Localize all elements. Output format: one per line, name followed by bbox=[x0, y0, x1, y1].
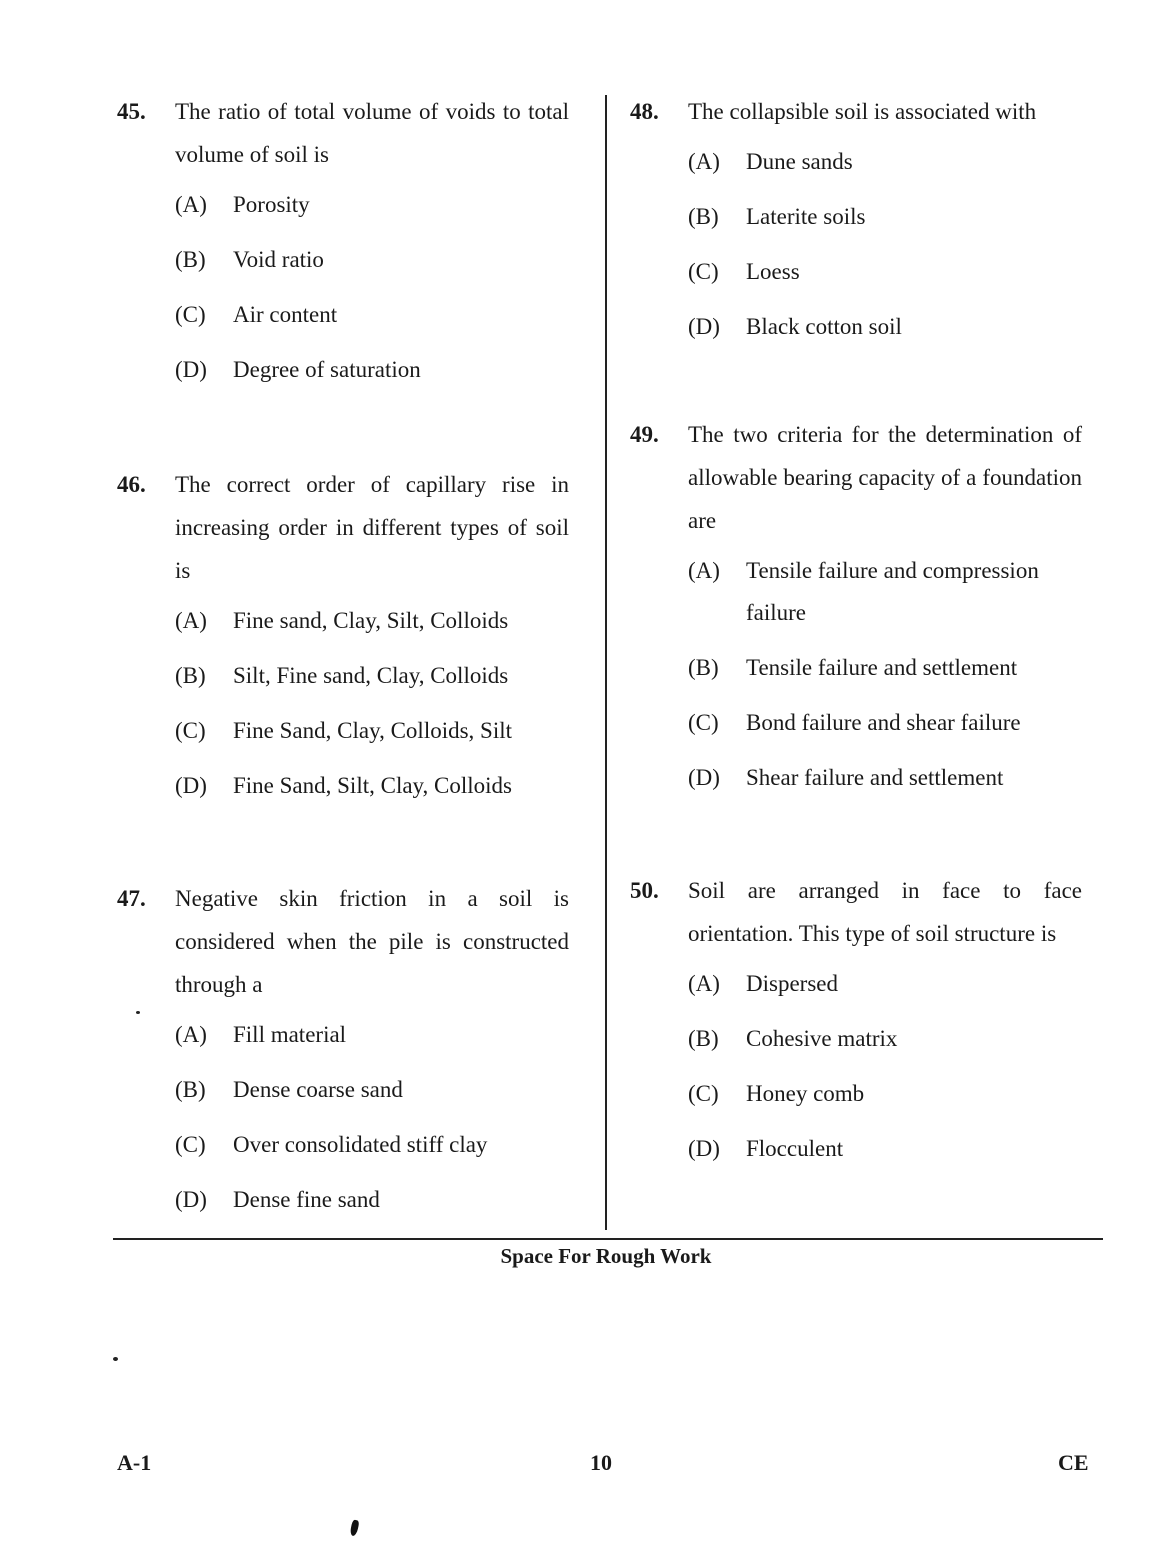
option-letter: (C) bbox=[688, 710, 719, 735]
option-text: Over consolidated stiff clay bbox=[233, 1132, 488, 1157]
option-text: Porosity bbox=[233, 192, 310, 217]
option-c bbox=[688, 251, 1082, 293]
question-number: 45. bbox=[117, 99, 146, 124]
footer-page-number: 10 bbox=[590, 1450, 612, 1475]
option-text: Loess bbox=[746, 259, 800, 284]
option-c bbox=[175, 1124, 569, 1166]
question-number: 48. bbox=[630, 99, 659, 124]
option-text: Cohesive matrix bbox=[746, 1026, 898, 1051]
option-letter: (A) bbox=[688, 971, 720, 996]
question-text: Negative skin friction in a soil is considered when the pile is constructed through a bbox=[175, 886, 569, 997]
question-text: The collapsible soil is associated with bbox=[688, 99, 1037, 124]
question-text: Soil are arranged in face to face orientation. This type of soil structure is bbox=[688, 878, 1082, 946]
option-letter: (A) bbox=[688, 558, 720, 583]
question-49 bbox=[630, 413, 1082, 812]
option-a bbox=[175, 1014, 569, 1056]
option-d bbox=[688, 1128, 1082, 1170]
option-letter: (B) bbox=[175, 663, 206, 688]
question-48 bbox=[630, 90, 1082, 361]
option-b bbox=[688, 647, 1082, 689]
option-d bbox=[175, 349, 569, 391]
option-letter: (A) bbox=[175, 192, 207, 217]
option-letter: (B) bbox=[175, 1077, 206, 1102]
option-letter: (C) bbox=[175, 1132, 206, 1157]
option-d bbox=[175, 765, 569, 807]
option-b bbox=[175, 655, 569, 697]
option-text: Laterite soils bbox=[746, 204, 866, 229]
option-d bbox=[688, 757, 1082, 799]
option-list bbox=[175, 600, 569, 807]
option-text: Tensile failure and settlement bbox=[746, 655, 1018, 680]
option-letter: (D) bbox=[688, 1136, 720, 1161]
option-text: Dispersed bbox=[746, 971, 838, 996]
option-letter: (A) bbox=[175, 608, 207, 633]
option-letter: (B) bbox=[688, 204, 719, 229]
footer-booklet-code: A-1 bbox=[117, 1450, 152, 1475]
question-number: 49. bbox=[630, 422, 659, 447]
question-text: The ratio of total volume of voids to total volume of soil is bbox=[175, 99, 569, 167]
option-letter: (C) bbox=[688, 259, 719, 284]
option-text: Degree of saturation bbox=[233, 357, 421, 382]
scan-speck bbox=[113, 1357, 118, 1361]
option-d bbox=[688, 306, 1082, 348]
option-list bbox=[175, 1014, 569, 1221]
option-text: Silt, Fine sand, Clay, Colloids bbox=[233, 663, 509, 688]
option-letter: (D) bbox=[688, 314, 720, 339]
option-b bbox=[688, 196, 1082, 238]
question-46 bbox=[117, 463, 569, 820]
option-a bbox=[688, 141, 1082, 183]
option-letter: (D) bbox=[688, 765, 720, 790]
option-text: Void ratio bbox=[233, 247, 324, 272]
option-letter: (D) bbox=[175, 773, 207, 798]
question-47 bbox=[117, 877, 569, 1234]
option-text: Air content bbox=[233, 302, 338, 327]
option-text: Flocculent bbox=[746, 1136, 844, 1161]
rough-work-divider bbox=[113, 1238, 1103, 1240]
option-c bbox=[175, 710, 569, 752]
question-text: The two criteria for the determination of allowable bearing capacity of a foundation are bbox=[688, 422, 1082, 533]
option-letter: (C) bbox=[175, 718, 206, 743]
option-text: Black cotton soil bbox=[746, 314, 902, 339]
option-text: Dune sands bbox=[746, 149, 853, 174]
option-text: Dense coarse sand bbox=[233, 1077, 403, 1102]
option-text: Tensile failure and compression failure bbox=[746, 558, 1039, 625]
option-list bbox=[688, 141, 1082, 348]
option-letter: (C) bbox=[175, 302, 206, 327]
option-letter: (B) bbox=[688, 1026, 719, 1051]
option-text: Honey comb bbox=[746, 1081, 865, 1106]
option-text: Fine Sand, Clay, Colloids, Silt bbox=[233, 718, 513, 743]
scan-speck bbox=[136, 1011, 140, 1014]
option-a bbox=[175, 600, 569, 642]
option-letter: (B) bbox=[688, 655, 719, 680]
option-a bbox=[688, 550, 1082, 634]
option-letter: (D) bbox=[175, 1187, 207, 1212]
option-c bbox=[688, 702, 1082, 744]
column-divider bbox=[605, 95, 607, 1230]
option-text: Fine sand, Clay, Silt, Colloids bbox=[233, 608, 509, 633]
option-b bbox=[175, 239, 569, 281]
option-letter: (C) bbox=[688, 1081, 719, 1106]
option-text: Bond failure and shear failure bbox=[746, 710, 1021, 735]
option-d bbox=[175, 1179, 569, 1221]
question-text: The correct order of capillary rise in increasing order in different types of soil is bbox=[175, 472, 569, 583]
option-a bbox=[688, 963, 1082, 1005]
option-letter: (A) bbox=[175, 1022, 207, 1047]
option-c bbox=[175, 294, 569, 336]
option-text: Shear failure and settlement bbox=[746, 765, 1004, 790]
option-b bbox=[175, 1069, 569, 1111]
option-c bbox=[688, 1073, 1082, 1115]
question-45 bbox=[117, 90, 569, 404]
option-list bbox=[175, 184, 569, 391]
scan-mark bbox=[349, 1519, 359, 1536]
option-b bbox=[688, 1018, 1082, 1060]
option-letter: (A) bbox=[688, 149, 720, 174]
option-list bbox=[688, 963, 1082, 1170]
option-letter: (D) bbox=[175, 357, 207, 382]
option-list bbox=[688, 550, 1082, 799]
question-50 bbox=[630, 869, 1082, 1183]
rough-work-label: Space For Rough Work bbox=[500, 1244, 712, 1268]
footer-subject-code: CE bbox=[1058, 1450, 1089, 1475]
option-letter: (B) bbox=[175, 247, 206, 272]
question-number: 46. bbox=[117, 472, 146, 497]
option-text: Fine Sand, Silt, Clay, Colloids bbox=[233, 773, 513, 798]
option-text: Fill material bbox=[233, 1022, 347, 1047]
question-number: 47. bbox=[117, 886, 146, 911]
option-text: Dense fine sand bbox=[233, 1187, 380, 1212]
question-number: 50. bbox=[630, 878, 659, 903]
option-a bbox=[175, 184, 569, 226]
